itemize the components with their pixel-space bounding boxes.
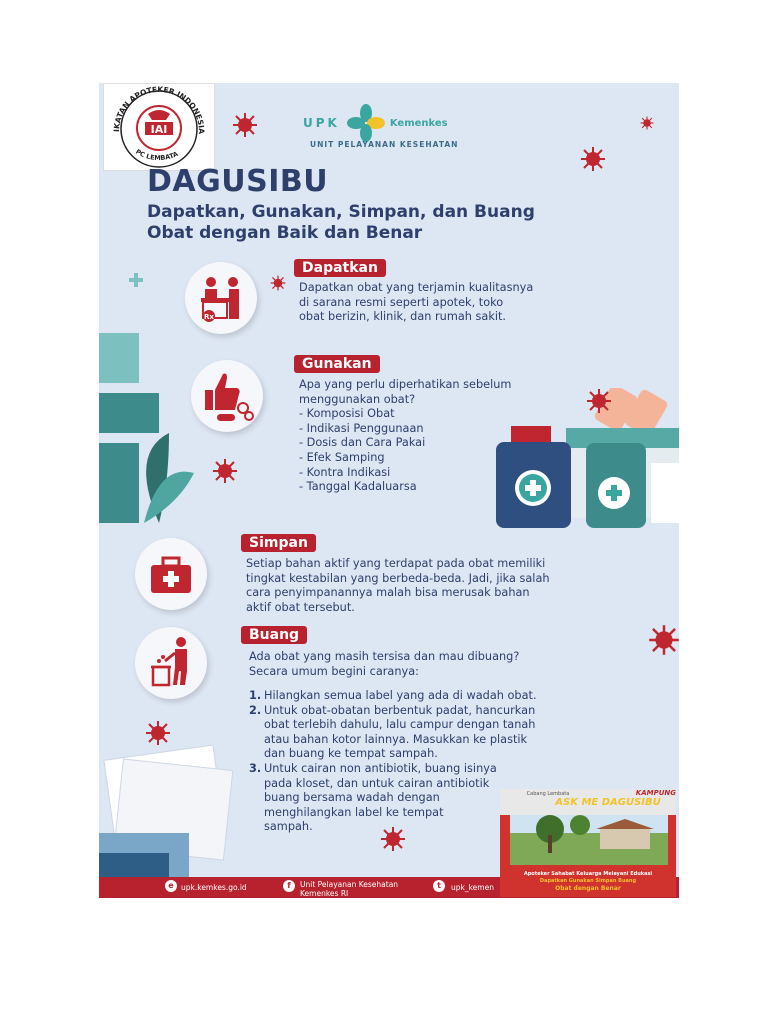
heading-simpan: Simpan — [241, 534, 316, 552]
banner-ask-me: ASK ME DAGUSIBU — [555, 797, 661, 808]
text-line: obat terlebih dahulu, lalu campur dengan tanah — [264, 718, 536, 732]
heading-gunakan: Gunakan — [294, 355, 380, 373]
text-line: obat berizin, klinik, dan rumah sakit. — [299, 310, 507, 324]
kemenkes-text: Kemenkes — [389, 117, 448, 129]
text-line: Untuk obat-obatan berbentuk padat, hancurkan — [264, 703, 536, 717]
medicine-bottles-illustration — [491, 388, 679, 528]
list-item: - Efek Samping — [299, 450, 385, 464]
banner-cabang: Cabang Lembata — [526, 791, 570, 797]
first-aid-kit-icon — [135, 538, 207, 610]
banner-line3: Obat dengan Benar — [555, 885, 621, 892]
list-item: - Kontra Indikasi — [299, 465, 391, 479]
virus-icon — [580, 146, 606, 172]
simpan-text — [246, 557, 550, 615]
buang-intro — [249, 650, 519, 679]
logo-ring-top: IKATAN APOTEKER INDONESIA — [111, 84, 207, 135]
text-line: aktif obat tersebut. — [246, 600, 355, 614]
footer-facebook[interactable] — [300, 881, 398, 898]
logo-ring-bottom: PC LEMBATA — [134, 147, 180, 163]
text-line: pada kloset, dan untuk cairan antibiotik — [264, 776, 490, 790]
logo-center: IAI — [150, 123, 168, 136]
upk-logo — [303, 103, 448, 143]
virus-icon — [232, 112, 258, 138]
text-line: Kemenkes RI — [300, 888, 349, 898]
text-line: Dapatkan obat yang terjamin kualitasnya — [299, 281, 534, 294]
text-line: Hilangkan semua label yang ada di wadah obat. — [264, 689, 537, 702]
virus-icon — [145, 720, 171, 746]
kemenkes-clover-icon — [346, 103, 386, 143]
simpan-icon-circle — [135, 538, 207, 610]
banner-line1: Apoteker Sahabat Keluarga Melayani Edukasi — [523, 871, 653, 877]
trash-disposal-icon — [135, 627, 207, 699]
footer-web[interactable]: upk.kemkes.go.id — [181, 883, 247, 892]
virus-icon — [640, 116, 654, 130]
kampung-dagusibu-banner — [500, 789, 676, 897]
text-line: menggunakan obat? — [299, 392, 416, 406]
banner-photo — [510, 815, 668, 865]
house-trees-image — [510, 815, 668, 865]
list-item: - Tanggal Kadaluarsa — [299, 480, 417, 494]
iai-logo — [103, 83, 215, 171]
text-line: Apa yang perlu diperhatikan sebelum — [299, 378, 512, 391]
dapatkan-icon-circle — [185, 262, 257, 334]
gunakan-text — [299, 378, 511, 495]
step-number: 1. — [249, 689, 262, 702]
twitter-icon: t — [433, 880, 445, 892]
text-line: sampah. — [264, 820, 313, 834]
thumbs-up-pills-icon — [191, 360, 263, 432]
text-line: tingkat kestabilan yang berbeda-beda. Jadi, jika salah — [246, 571, 550, 585]
text-line: Ada obat yang masih tersisa dan mau dibuang? — [249, 650, 520, 663]
page-subtitle — [147, 202, 587, 244]
upk-text: UPK — [303, 116, 340, 130]
text-line: buang bersama wadah dengan — [264, 791, 440, 805]
text-line: dan buang ke tempat sampah. — [264, 747, 438, 761]
list-item — [249, 689, 649, 704]
subtitle-line: Dapatkan, Gunakan, Simpan, dan Buang — [147, 202, 535, 222]
text-line: menghilangkan label ke tempat — [264, 805, 444, 819]
virus-icon — [648, 620, 680, 660]
facebook-icon: f — [283, 880, 295, 892]
pharmacist-counter-icon — [185, 262, 257, 334]
text-line: atau bahan kotor lainnya. Masukkan ke plastik — [264, 732, 528, 746]
upk-subtitle: UNIT PELAYANAN KESEHATAN — [310, 140, 459, 149]
footer-twitter[interactable]: upk_kemen — [451, 883, 494, 892]
step-number: 3. — [249, 761, 262, 775]
banner-line2: Dapatkan Gunakan Simpan Buang — [539, 878, 637, 884]
banner-kampung: KAMPUNG — [635, 789, 676, 797]
dapatkan-text — [299, 281, 533, 325]
virus-icon — [212, 458, 238, 484]
decorative-papers — [99, 743, 249, 893]
plus-icon — [128, 272, 144, 288]
list-item: - Dosis dan Cara Pakai — [299, 436, 426, 450]
subtitle-line: Obat dengan Baik dan Benar — [147, 223, 423, 243]
gunakan-icon-circle — [191, 360, 263, 432]
iai-seal-icon — [104, 84, 214, 170]
text-line: Secara umum begini caranya: — [249, 664, 419, 678]
svg-text:Rx: Rx — [204, 313, 214, 321]
list-item: - Indikasi Penggunaan — [299, 421, 424, 435]
web-icon: e — [165, 880, 177, 892]
text-line: Setiap bahan aktif yang terdapat pada obat memiliki — [246, 557, 546, 570]
text-line: Untuk cairan non antibiotik, buang isinya — [264, 761, 497, 775]
step-number: 2. — [249, 703, 262, 717]
list-item: - Komposisi Obat — [299, 407, 395, 421]
virus-icon — [586, 388, 612, 414]
heading-dapatkan: Dapatkan — [294, 259, 386, 277]
heading-buang: Buang — [241, 626, 307, 644]
page-title: DAGUSIBU — [147, 164, 329, 199]
text-line: di sarana resmi seperti apotek, toko — [299, 295, 504, 309]
list-item — [249, 704, 649, 762]
text-line: Unit Pelayanan Kesehatan — [300, 880, 399, 889]
virus-icon — [270, 275, 286, 291]
text-line: cara penyimpanannya malah bisa merusak bahan — [246, 586, 530, 600]
buang-icon-circle — [135, 627, 207, 699]
